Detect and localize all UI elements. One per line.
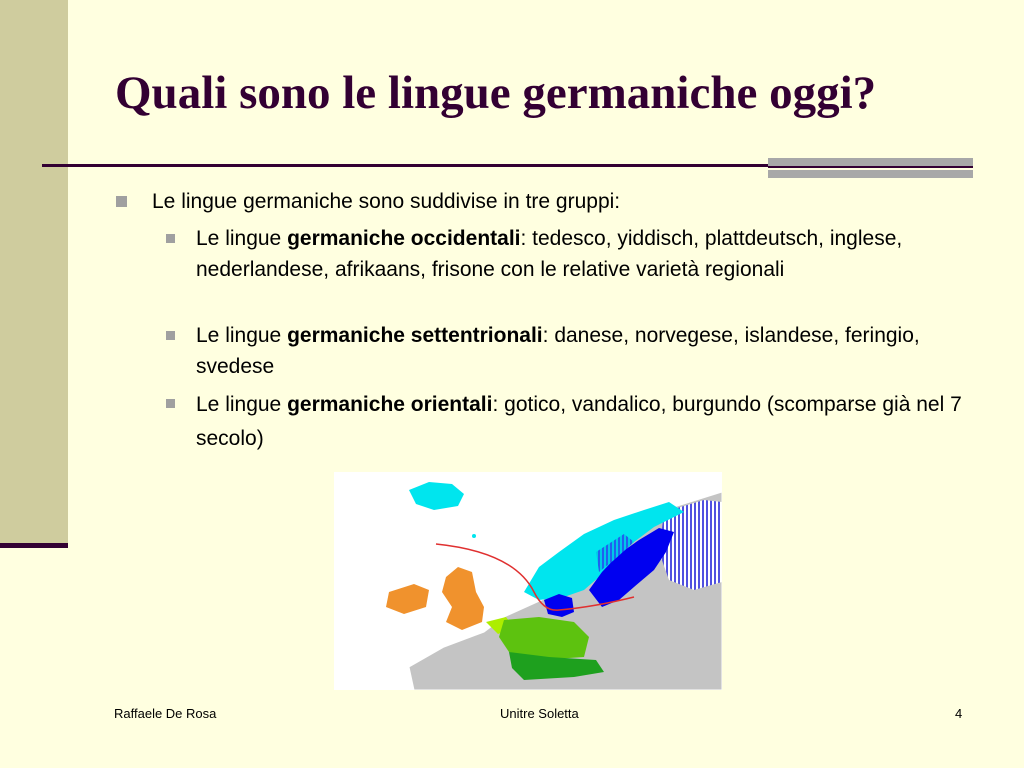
footer-venue: Unitre Soletta [500, 706, 579, 721]
left-band-bar [0, 543, 68, 548]
footer-author: Raffaele De Rosa [114, 706, 217, 721]
square-bullet-icon [166, 331, 175, 340]
group-prefix: Le lingue [196, 324, 288, 347]
faroe-islands [472, 534, 476, 538]
group-languages: : danese, norvegese, islandese, feringio, svedese [196, 324, 920, 378]
germanic-languages-map [334, 472, 722, 690]
group-languages: : gotico, vandalico, burgundo (scomparse già nel 7 secolo) [196, 393, 962, 450]
group-prefix: Le lingue [196, 393, 288, 416]
slide-title: Quali sono le lingue germaniche oggi? [115, 67, 877, 119]
square-bullet-icon [166, 399, 175, 408]
footer-page-number: 4 [955, 706, 963, 721]
bullet-group-text [196, 388, 966, 456]
bullet-group-text [196, 223, 966, 285]
title-rule-decoration-lower [768, 170, 973, 178]
title-rule-decoration-line [768, 166, 973, 168]
group-name: germaniche settentrionali [287, 324, 543, 347]
title-rule-decoration [768, 158, 973, 166]
group-name: germaniche occidentali [287, 227, 521, 250]
group-name: germaniche orientali [287, 393, 493, 416]
group-prefix: Le lingue [196, 227, 288, 250]
left-band [0, 0, 68, 545]
group-languages: : tedesco, yiddisch, plattdeutsch, inglese, nederlandese, afrikaans, frisone con le relative varietà regionali [196, 227, 903, 281]
bullet-intro-text: Le lingue germaniche sono suddivise in tre gruppi: [152, 190, 621, 213]
square-bullet-icon [116, 196, 127, 207]
square-bullet-icon [166, 234, 175, 243]
title-rule [42, 164, 770, 167]
bullet-group-text [196, 320, 966, 382]
